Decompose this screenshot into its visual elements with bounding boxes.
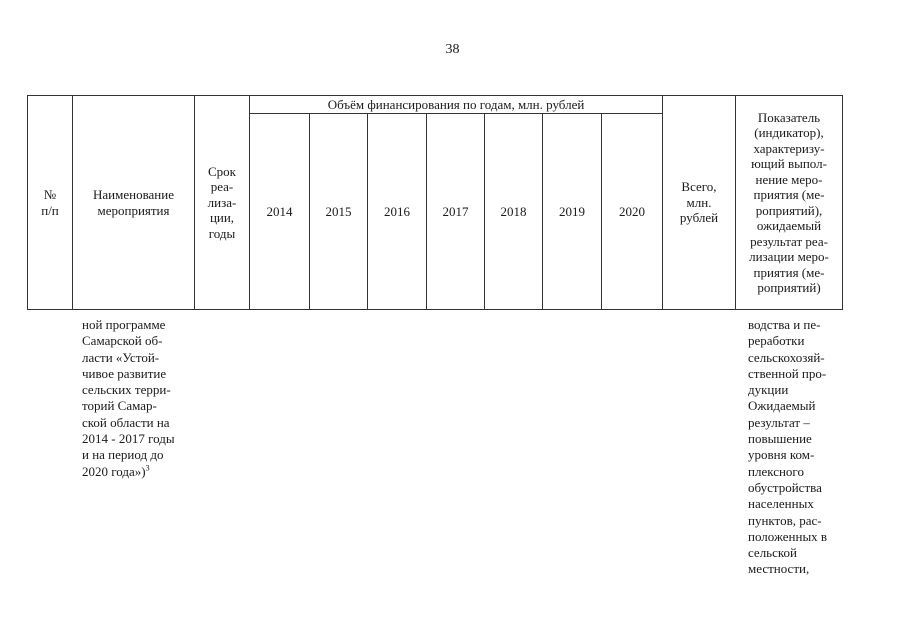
header-funding-title: Объём финансирования по годам, млн. рублей [250, 96, 663, 114]
header-year: 2018 [485, 114, 543, 310]
header-implementation-term: Срок реа- лиза- ции, годы [195, 96, 250, 310]
page-number: 38 [445, 42, 460, 57]
header-number: № п/п [28, 96, 73, 310]
header-year: 2014 [250, 114, 310, 310]
header-year: 2020 [602, 114, 663, 310]
header-total: Всего, млн. рублей [663, 96, 736, 310]
header-activity-name: Наименование мероприятия [73, 96, 195, 310]
funding-table-header [27, 95, 843, 310]
footnote-mark: 3 [145, 463, 150, 473]
activity-name-continuation: ной программе Самарской об- ласти «Устой- чивое развитие сельских терри- торий Самар- ской области на 2014 - 2017 годы и на период до 2020 года»)$^3$ [82, 317, 175, 479]
header-year: 2019 [543, 114, 602, 310]
header-indicator: Показатель (индикатор), характеризу- ющий выпол- нение меро- приятия (ме- роприятий), ожидаемый результат реа- лизации меро- приятия (ме- роприятий) [736, 96, 843, 310]
header-year: 2016 [368, 114, 427, 310]
indicator-continuation: водства и пе- реработки сельскохозяй- ственной про- дукции Ожидаемый результат – повышение уровня ком- плексного обустройства населенных пунктов, рас- положенных в сельской местности, [748, 317, 828, 577]
header-year: 2017 [427, 114, 485, 310]
header-year: 2015 [310, 114, 368, 310]
